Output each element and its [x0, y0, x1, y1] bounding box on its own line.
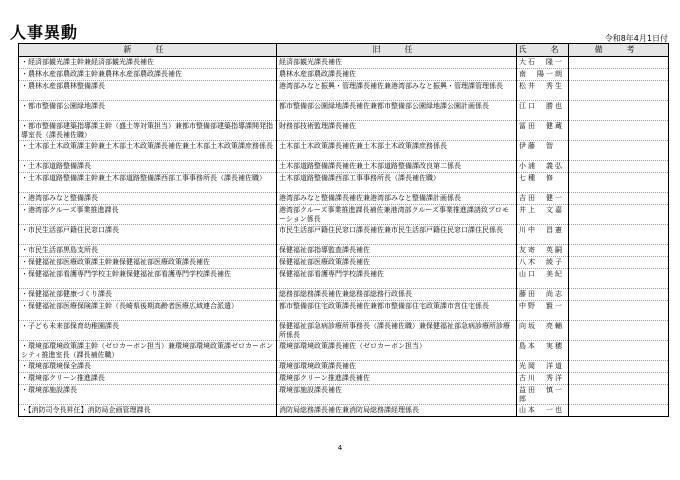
new-post-cell: ・土木部道路整備課長 — [19, 161, 277, 173]
table-row — [19, 141, 669, 161]
name-cell: 川中 昌憲 — [517, 225, 569, 245]
remarks-cell — [569, 205, 669, 225]
remarks-cell — [569, 289, 669, 301]
remarks-cell — [569, 173, 669, 193]
name-cell: 光岡 洋道 — [517, 361, 569, 373]
name-cell: 古川 秀洋 — [517, 373, 569, 385]
name-cell: 益田 慎一郎 — [517, 385, 569, 405]
table-row — [19, 69, 669, 81]
table-row — [19, 225, 669, 245]
table-row — [19, 321, 669, 341]
new-post-cell: ・環境部クリーン推進課長 — [19, 373, 277, 385]
remarks-cell — [569, 193, 669, 205]
table-row — [19, 385, 669, 405]
remarks-cell — [569, 321, 669, 341]
name-cell: 七種 修 — [517, 173, 569, 193]
page-title: 人事異動 — [10, 23, 79, 42]
old-post-cell: 土木部道路整備課長補佐兼土木部道路整備課改良第二係長 — [277, 161, 517, 173]
remarks-cell — [569, 225, 669, 245]
new-post-cell: ・子ども未来部保育幼稚園課長 — [19, 321, 277, 341]
remarks-cell — [569, 121, 669, 141]
remarks-cell — [569, 57, 669, 69]
table-row — [19, 81, 669, 101]
page-number: 4 — [337, 444, 343, 452]
personnel-table — [18, 43, 669, 417]
new-post-cell: ・農林水産部農政課主幹兼農林水産部農政課長補佐 — [19, 69, 277, 81]
remarks-cell — [569, 101, 669, 121]
remarks-cell — [569, 301, 669, 321]
table-header-row — [19, 44, 669, 57]
old-post-cell: 土木部土木政策課長補佐兼土木部土木政策課庶務係長 — [277, 141, 517, 161]
table-row — [19, 257, 669, 269]
old-post-cell: 財務部技術監理課長補佐 — [277, 121, 517, 141]
old-post-cell: 港湾部みなと整備課長補佐兼港湾部みなと整備課計画係長 — [277, 193, 517, 205]
remarks-cell — [569, 341, 669, 361]
name-cell: 松井 秀生 — [517, 81, 569, 101]
old-post-cell: 保健福祉部看護専門学校課長補佐 — [277, 269, 517, 289]
name-cell: 向坂 亮輔 — [517, 321, 569, 341]
name-cell: 吉田 健一 — [517, 193, 569, 205]
new-post-cell: ・【消防司令長昇任】消防局企画管理課長 — [19, 405, 277, 417]
remarks-cell — [569, 161, 669, 173]
name-cell: 島本 実穂 — [517, 341, 569, 361]
name-cell: 大石 隆一 — [517, 57, 569, 69]
header-remarks: 備 考 — [569, 44, 669, 57]
header-old-post: 旧 任 — [277, 44, 517, 57]
name-cell: 江口 勝也 — [517, 101, 569, 121]
new-post-cell: ・港湾部みなと整備課長 — [19, 193, 277, 205]
new-post-cell: ・保健福祉部健康づくり課長 — [19, 289, 277, 301]
old-post-cell: 環境部クリーン推進課長補佐 — [277, 373, 517, 385]
new-post-cell: ・環境部施設課長 — [19, 385, 277, 405]
new-post-cell: ・土木部土木政策課主幹兼土木部土木政策課長補佐兼土木部土木政策課庶務係長 — [19, 141, 277, 161]
remarks-cell — [569, 269, 669, 289]
old-post-cell: 環境部環境政策課長補佐（ゼロカーボン担当） — [277, 341, 517, 361]
old-post-cell: 総務部総務課長補佐兼総務部総務行政係長 — [277, 289, 517, 301]
table-row — [19, 361, 669, 373]
name-cell: 山本 一也 — [517, 405, 569, 417]
table-row — [19, 161, 669, 173]
new-post-cell: ・環境部環境政策課主幹（ゼロカーボン担当）兼環境部環境政策課ゼロカーボンシティ推進室長（課長補佐職） — [19, 341, 277, 361]
remarks-cell — [569, 361, 669, 373]
new-post-cell: ・市民生活部黒島支所長 — [19, 245, 277, 257]
new-post-cell: ・港湾部クルーズ事業推進課長 — [19, 205, 277, 225]
table-row — [19, 405, 669, 417]
remarks-cell — [569, 373, 669, 385]
remarks-cell — [569, 405, 669, 417]
table-row — [19, 269, 669, 289]
name-cell: 友寄 英嗣 — [517, 245, 569, 257]
old-post-cell: 環境部施設課長補佐 — [277, 385, 517, 405]
new-post-cell: ・保健福祉部医療保険課主幹（長崎県後期高齢者医療広域連合派遣） — [19, 301, 277, 321]
remarks-cell — [569, 385, 669, 405]
new-post-cell: ・環境部環境保全課長 — [19, 361, 277, 373]
table-row — [19, 193, 669, 205]
name-cell: 伊藤 智 — [517, 141, 569, 161]
header-new-post: 新 任 — [19, 44, 277, 57]
table-row — [19, 205, 669, 225]
table-row — [19, 173, 669, 193]
remarks-cell — [569, 141, 669, 161]
old-post-cell: 消防局総務課長補佐兼消防局総務課経理係長 — [277, 405, 517, 417]
new-post-cell: ・保健福祉部医療政策課主幹兼保健福祉部医療政策課長補佐 — [19, 257, 277, 269]
old-post-cell: 都市整備部住宅政策課長補佐兼都市整備部住宅政策課市営住宅係長 — [277, 301, 517, 321]
remarks-cell — [569, 81, 669, 101]
old-post-cell: 土木部道路整備課西部工事事務所長（課長補佐職） — [277, 173, 517, 193]
name-cell: 小浦 義弘 — [517, 161, 569, 173]
effective-date: 令和8年4月1日付 — [604, 34, 668, 43]
remarks-cell — [569, 69, 669, 81]
new-post-cell: ・農林水産部農林整備課長 — [19, 81, 277, 101]
remarks-cell — [569, 245, 669, 257]
table-row — [19, 121, 669, 141]
old-post-cell: 環境部環境政策課長補佐 — [277, 361, 517, 373]
new-post-cell: ・経済部観光課主幹兼経済部観光課長補佐 — [19, 57, 277, 69]
old-post-cell: 港湾部クルーズ事業推進課長補佐兼港湾部クルーズ事業推進課誘致プロモーション係長 — [277, 205, 517, 225]
old-post-cell: 港湾部みなと振興・管理課長補佐兼港湾部みなと振興・管理課管理係長 — [277, 81, 517, 101]
new-post-cell: ・保健福祉部看護専門学校主幹兼保健福祉部看護専門学校課長補佐 — [19, 269, 277, 289]
new-post-cell: ・都市整備部公園緑地課長 — [19, 101, 277, 121]
old-post-cell: 保健福祉部指導監査課長補佐 — [277, 245, 517, 257]
old-post-cell: 都市整備部公園緑地課長補佐兼都市整備部公園緑地課公園計画係長 — [277, 101, 517, 121]
old-post-cell: 市民生活部戸籍住民窓口課長補佐兼市民生活部戸籍住民窓口課住民係長 — [277, 225, 517, 245]
old-post-cell: 農林水産部農政課長補佐 — [277, 69, 517, 81]
table-row — [19, 341, 669, 361]
name-cell: 冨田 健蔵 — [517, 121, 569, 141]
old-post-cell: 保健福祉部急病診療所事務長（課長補佐職）兼保健福祉部急病診療所診療所係長 — [277, 321, 517, 341]
name-cell: 藤田 尚志 — [517, 289, 569, 301]
new-post-cell: ・都市整備部建築指導課主幹（盛土等対策担当）兼都市整備部建築指導課開発指導室長（課長補佐職） — [19, 121, 277, 141]
table-row — [19, 101, 669, 121]
new-post-cell: ・市民生活部戸籍住民窓口課長 — [19, 225, 277, 245]
name-cell: 山口 美紀 — [517, 269, 569, 289]
table-row — [19, 301, 669, 321]
name-cell: 八木 綾子 — [517, 257, 569, 269]
table-row — [19, 373, 669, 385]
name-cell: 南 陽一朗 — [517, 69, 569, 81]
new-post-cell: ・土木部道路整備課主幹兼土木部道路整備課西部工事事務所長（課長補佐職） — [19, 173, 277, 193]
remarks-cell — [569, 257, 669, 269]
name-cell: 中野 賢一 — [517, 301, 569, 321]
name-cell: 井上 文嘉 — [517, 205, 569, 225]
table-row — [19, 57, 669, 69]
old-post-cell: 経済部観光課長補佐 — [277, 57, 517, 69]
table-row — [19, 289, 669, 301]
header-name: 氏 名 — [517, 44, 569, 57]
old-post-cell: 保健福祉部医療政策課長補佐 — [277, 257, 517, 269]
table-row — [19, 245, 669, 257]
